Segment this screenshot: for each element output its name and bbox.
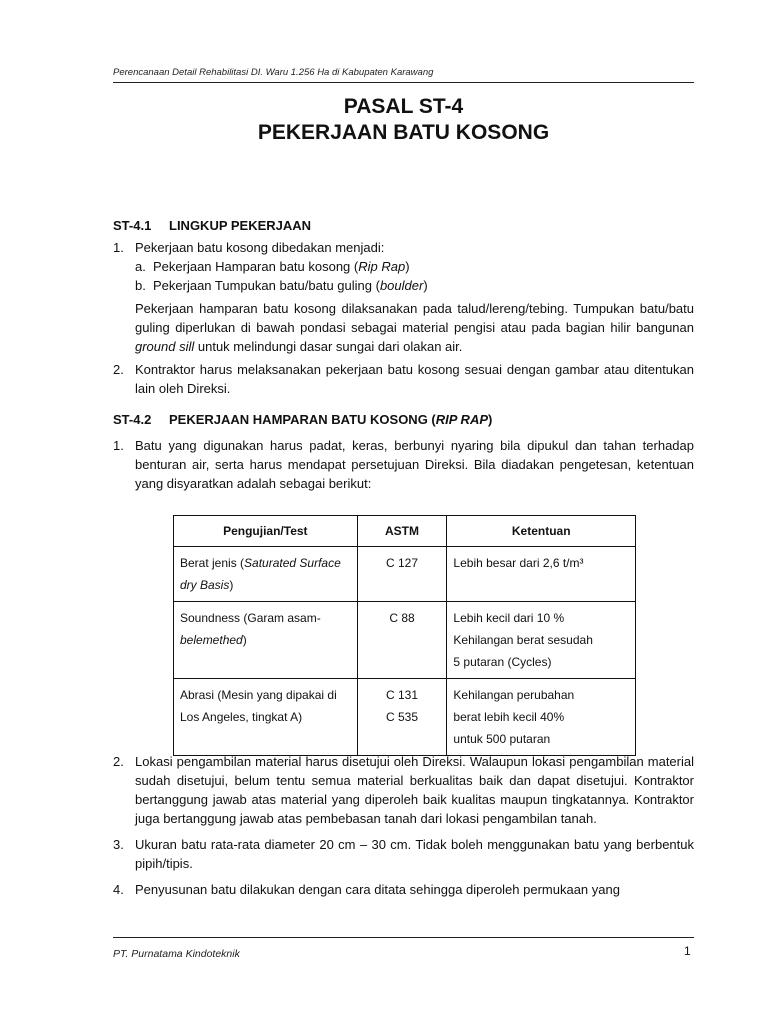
requirement-line: Lebih besar dari 2,6 t/m³ [453,556,584,570]
list-text: Batu yang digunakan harus padat, keras, berbunyi nyaring bila dipukul dan tahan terhadap benturan air, serta harus mendapat persetujuan Direksi. Bila diadakan pengetesan, ketentuan yang disyaratkan adalah sebagai berikut: [135,438,694,491]
test-cell [174,679,358,756]
astm-cell [357,679,447,756]
paragraph-italic: ground sill [135,339,195,354]
section-title-end: ) [488,412,493,427]
astm-code: C 131 [386,688,419,702]
list-item [113,752,694,828]
table-row [174,547,636,602]
section-title: LINGKUP PEKERJAAN [169,218,312,233]
list-item [113,238,694,257]
requirement-cell [447,602,636,679]
astm-code: C 88 [389,611,415,625]
requirement-cell [447,547,636,602]
astm-cell [357,547,447,602]
test-name: Abrasi (Mesin yang dipakai di Los Angeles, tingkat A) [180,688,337,724]
header-rule [113,82,694,83]
list-number: 2. [113,754,124,769]
article-title: PASAL ST-4 [343,95,464,118]
table-row [174,602,636,679]
list-number: 1. [113,240,124,255]
list-item [113,880,694,899]
sub-list-letter: b. [135,278,146,293]
test-name: Soundness (Garam asam- [180,611,321,625]
sub-list-text-end: ) [423,278,428,293]
section-st42-items [113,752,694,899]
astm-code: C 535 [386,710,419,724]
sub-list-italic: Rip Rap [358,259,406,274]
requirement-line: Kehilangan perubahan [453,688,575,702]
list-number: 1. [113,438,124,453]
test-cell [174,602,358,679]
section-title: PEKERJAAN HAMPARAN BATU KOSONG ( [169,412,436,427]
list-text: Pekerjaan batu kosong dibedakan menjadi: [135,240,385,255]
paragraph-text: Pekerjaan hamparan batu kosong dilaksanakan pada talud/lereng/tebing. Tumpukan batu/batu guling diperlukan di bawah pondasi sebagai material pengisi atau pada bagian hilir bangunan [135,301,694,335]
section-heading-st42 [113,412,492,427]
test-name-end: ) [242,633,247,647]
test-requirements-table [173,515,636,756]
footer-rule [113,937,694,938]
section-title-italic: RIP RAP [435,412,488,427]
astm-code: C 127 [386,556,419,570]
sub-list-text: Pekerjaan Tumpukan batu/batu guling ( [153,278,380,293]
running-header: Perencanaan Detail Rehabilitasi DI. Waru 1.256 Ha di Kabupaten Karawang [113,67,434,78]
column-header: Ketentuan [447,516,636,547]
list-text: Penyusunan batu dilakukan dengan cara ditata sehingga diperoleh permukaan yang [135,882,620,897]
section-heading-st41 [113,218,311,233]
column-header: Pengujian/Test [174,516,358,547]
test-name-italic: belemethed [180,633,243,647]
table-header-row [174,516,636,547]
column-header: ASTM [357,516,447,547]
list-text: Ukuran batu rata-rata diameter 20 cm – 30 cm. Tidak boleh menggunakan batu yang berbentuk pipih/tipis. [135,837,694,871]
paragraph-text-end: untuk melindungi dasar sungai dari olakan air. [194,339,463,354]
sub-list-item [135,276,694,295]
requirement-line: untuk 500 putaran [453,732,551,746]
section-number: ST-4.2 [113,412,152,427]
list-item [113,360,694,398]
test-name: Berat jenis ( [180,556,245,570]
list-number: 2. [113,362,124,377]
sub-list-text: Pekerjaan Hamparan batu kosong ( [153,259,359,274]
list-text: Kontraktor harus melaksanakan pekerjaan batu kosong sesuai dengan gambar atau ditentukan lain oleh Direksi. [135,362,694,396]
paragraph [135,299,694,356]
sub-list-italic: boulder [379,278,424,293]
section-st42-item1 [113,436,694,493]
list-number: 3. [113,837,124,852]
list-item [113,436,694,493]
table-row [174,679,636,756]
requirement-line: Kehilangan berat sesudah [453,633,593,647]
test-name-end: ) [229,578,234,592]
section-st41-body [113,238,694,398]
test-name-italic: Saturated Surface dry Basis [180,556,341,592]
requirement-line: 5 putaran (Cycles) [453,655,552,669]
list-text: Lokasi pengambilan material harus disetujui oleh Direksi. Walaupun lokasi pengambilan material sudah disetujui, belum tentu semua material berkualitas baik dan dapat disetujui. Kontraktor bertanggung jawab atas material yang diperoleh baik kualitas maupun tingkatannya. Kontraktor juga bertanggung jawab atas pembebasan tanah dari lokasi pengambilan tanah. [135,754,694,826]
article-subtitle: PEKERJAAN BATU KOSONG [257,121,550,144]
sub-list-text-end: ) [405,259,410,274]
footer-company: PT. Purnatama Kindoteknik [113,948,240,960]
list-number: 4. [113,882,124,897]
sub-list-letter: a. [135,259,146,274]
requirement-cell [447,679,636,756]
requirement-line: berat lebih kecil 40% [453,710,565,724]
astm-cell [357,602,447,679]
test-cell [174,547,358,602]
list-item [113,835,694,873]
requirement-line: Lebih kecil dari 10 % [453,611,565,625]
sub-list-item [135,257,694,276]
section-number: ST-4.1 [113,218,152,233]
page-number: 1 [684,944,691,958]
